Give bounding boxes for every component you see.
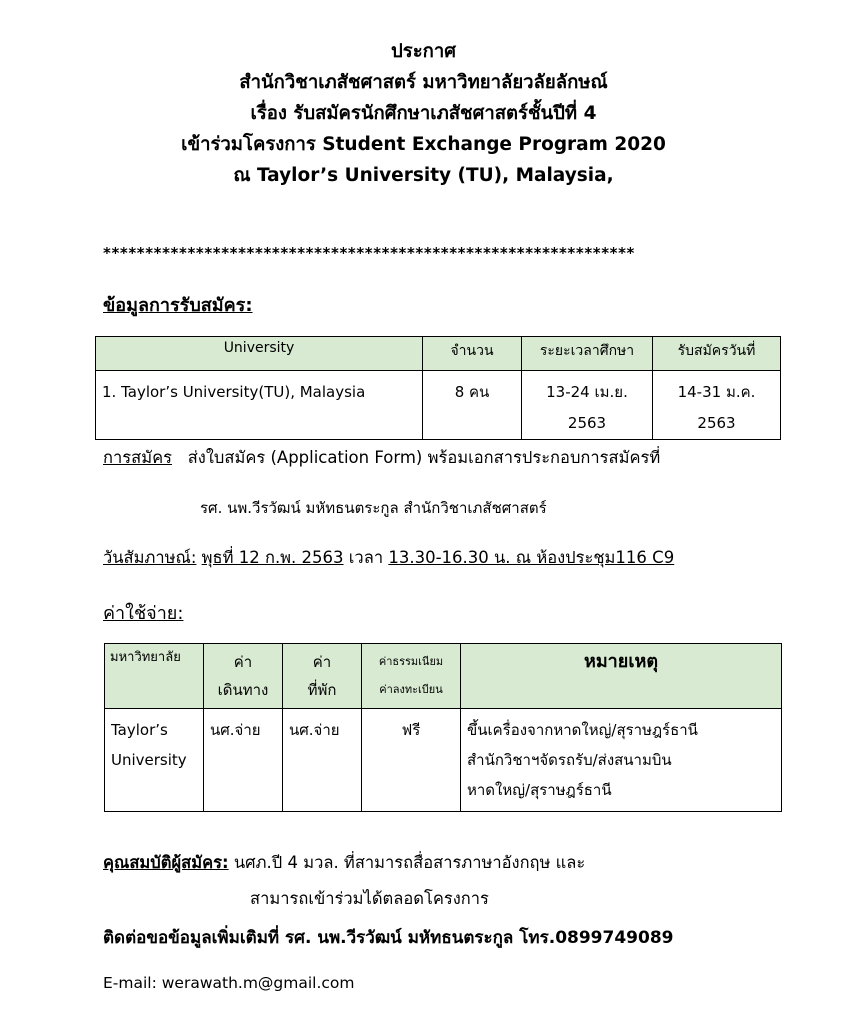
qualification-label: คุณสมบัติผู้สมัคร: <box>103 853 229 872</box>
qualification-text-2: สามารถเข้าร่วมได้ตลอดโครงการ <box>250 889 489 908</box>
lodging-line2: ที่พัก <box>307 681 337 699</box>
application-table <box>95 336 781 440</box>
remark-line1: ขึ้นเครื่องจากหาดใหญ่/สุราษฎร์ธานี <box>467 721 698 739</box>
contact-text: ติดต่อขอข้อมูลเพิ่มเติมที่ รศ. นพ.วีรวัฒน์ มหัทธนตระกูล โทร.0899749089 <box>103 928 674 948</box>
exp-university-line2: University <box>111 751 187 769</box>
lodging-line1: ค่า <box>312 653 332 671</box>
col-count: จำนวน <box>423 337 522 371</box>
qualification-text: นศภ.ปี 4 มวล. ที่สามารถสื่อสารภาษาอังกฤษ และ <box>233 853 586 872</box>
interview-time-label: เวลา <box>348 548 384 567</box>
remark-line3: หาดใหญ่/สุราษฎร์ธานี <box>467 781 612 799</box>
cell-count: 8 คน <box>423 371 522 440</box>
col-remark: หมายเหตุ <box>461 644 782 709</box>
header-line-3: เรื่อง รับสมัครนักศึกษาเภสัชศาสตร์ชั้นปีที่ 4 <box>250 103 597 124</box>
interview-time: 13.30-16.30 น. ณ ห้องประชุม116 C9 <box>388 548 675 567</box>
fee-line2: ค่าลงทะเบียน <box>379 683 443 696</box>
apply-date-line2: 2563 <box>697 414 736 432</box>
qualification-line <box>103 850 585 876</box>
remark-line2: สำนักวิชาฯจัดรถรับ/ส่งสนามบิน <box>467 751 672 769</box>
apply-text-2: รศ. นพ.วีรวัฒน์ มหัทธนตระกูล สำนักวิชาเภสัชศาสตร์ <box>200 499 547 517</box>
table-row <box>96 371 781 440</box>
col-university: University <box>96 337 423 371</box>
application-info-label: ข้อมูลการรับสมัคร: <box>103 295 253 316</box>
cell-exp-university <box>105 709 204 812</box>
exp-university-line1: Taylor’s <box>111 721 168 739</box>
col-apply-date: รับสมัครวันที่ <box>653 337 781 371</box>
col-lodging <box>283 644 362 709</box>
study-period-line2: 2563 <box>567 414 607 432</box>
travel-line2: เดินทาง <box>217 681 269 699</box>
header-line-4: เข้าร่วมโครงการ Student Exchange Program 2020 <box>181 134 666 155</box>
interview-label: วันสัมภาษณ์: <box>103 548 197 567</box>
cell-fee: ฟรี <box>362 709 461 812</box>
contact-email: E-mail: werawath.m@gmail.com <box>103 974 355 992</box>
expenses-label: ค่าใช้จ่าย: <box>103 603 184 624</box>
announcement-header <box>0 36 847 191</box>
travel-line1: ค่า <box>233 653 253 671</box>
col-university-th: มหาวิทยาลัย <box>105 644 204 709</box>
interview-date: พุธที่ 12 ก.พ. 2563 <box>201 548 344 567</box>
study-period-line1: 13-24 เม.ย. <box>546 383 628 401</box>
interview-line <box>103 545 674 571</box>
apply-line <box>103 445 660 471</box>
apply-label: การสมัคร <box>103 448 172 467</box>
expenses-table <box>104 643 782 812</box>
cell-travel: นศ.จ่าย <box>204 709 283 812</box>
header-line-1: ประกาศ <box>391 41 456 62</box>
apply-text: ส่งใบสมัคร (Application Form) พร้อมเอกสารประกอบการสมัครที่ <box>187 448 661 467</box>
col-fee <box>362 644 461 709</box>
header-line-5: ณ Taylor’s University (TU), Malaysia, <box>233 165 614 186</box>
col-travel <box>204 644 283 709</box>
table-row <box>105 709 782 812</box>
col-study-period: ระยะเวลาศึกษา <box>522 337 653 371</box>
cell-remark <box>461 709 782 812</box>
cell-apply-date <box>653 371 781 440</box>
cell-study-period <box>522 371 653 440</box>
separator-stars: *************************************************************** <box>103 245 635 261</box>
application-table-header <box>96 337 781 371</box>
apply-date-line1: 14-31 ม.ค. <box>677 383 756 401</box>
fee-line1: ค่าธรรมเนียม <box>378 655 444 668</box>
header-line-2: สำนักวิชาเภสัชศาสตร์ มหาวิทยาลัยวลัยลักษณ์ <box>239 72 608 93</box>
cell-university: 1. Taylor’s University(TU), Malaysia <box>96 371 423 440</box>
cell-lodging: นศ.จ่าย <box>283 709 362 812</box>
expenses-table-header <box>105 644 782 709</box>
